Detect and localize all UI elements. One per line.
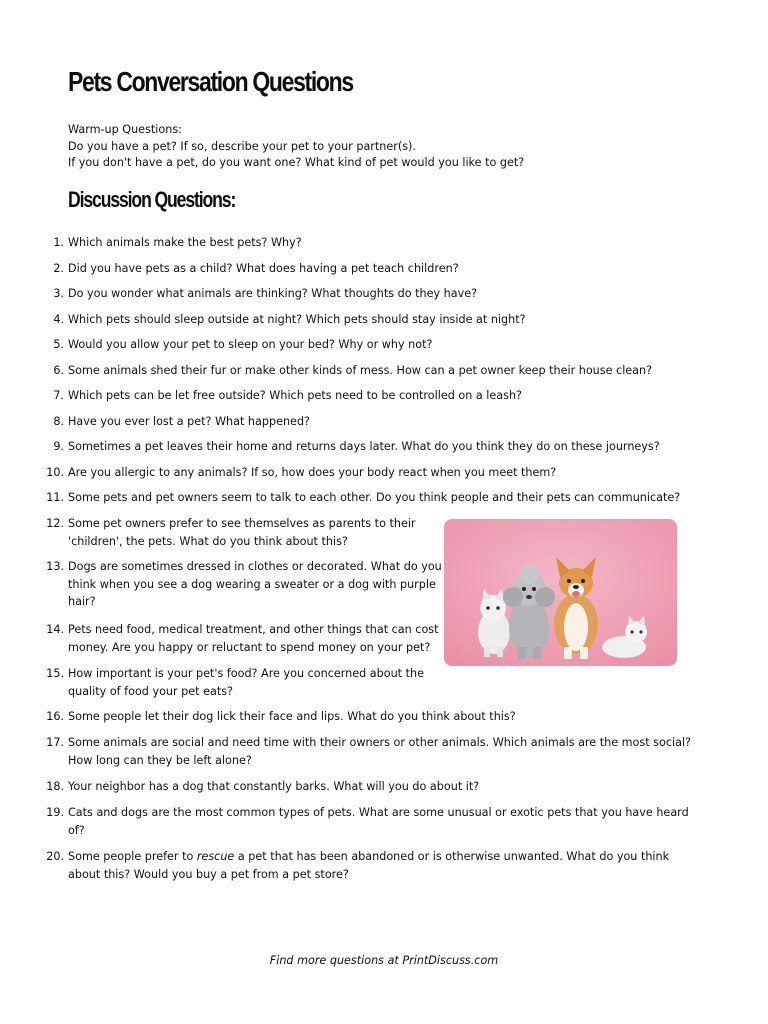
question-item [46,778,480,796]
question-number: 20. [46,850,64,863]
question-text-part: a pet that has been abandoned or is otherwise unwanted. What do you think [234,850,670,863]
question-text: quality of food your pet eats? [68,684,233,698]
question-text: Did you have pets as a child? What does having a pet teach children? [68,262,459,275]
warmup-heading: Warm-up Questions: [68,123,182,136]
question-item [53,311,526,329]
question-number: 14. [46,623,64,636]
question-emphasis: rescue [196,850,235,863]
question-text: 'children', the pets. What do you think about this? [68,534,348,548]
question-text: Which pets should sleep outside at night? Which pets should stay inside at night? [68,313,526,326]
question-text: Some animals shed their fur or make other kinds of mess. How can a pet owner keep their house clean? [68,364,653,377]
question-number: 12. [46,517,64,530]
question-number: 13. [46,560,64,573]
question-number: 11. [46,491,64,504]
question-number: 7. [53,389,64,402]
warmup-line: Do you have a pet? If so, describe your pet to your partner(s). [68,139,416,153]
question-item [46,665,424,700]
question-number: 16. [46,710,64,723]
question-text: Some pets and pet owners seem to talk to each other. Do you think people and their pets can communicate? [68,491,681,504]
question-text: Would you allow your pet to sleep on your bed? Why or why not? [68,338,433,351]
question-text: hair? [68,595,96,608]
question-text: think when you see a dog wearing a sweater or a dog with purple [68,577,436,591]
question-number: 15. [46,667,64,680]
warmup-section [68,122,524,172]
question-text: Some animals are social and need time with their owners or other animals. Which animals are the most social? [68,736,691,749]
question-number: 18. [46,780,64,793]
question-text: money. Are you happy or reluctant to spend money on your pet? [68,640,431,654]
question-item [53,413,310,431]
question-number: 1. [53,236,64,249]
question-item [53,234,302,252]
question-text: of? [68,823,85,837]
question-number: 4. [53,313,64,326]
question-text: Sometimes a pet leaves their home and returns days later. What do you think they do on these journeys? [68,440,660,453]
question-item [53,362,653,380]
question-item [46,489,681,507]
question-text: Cats and dogs are the most common types of pets. What are some unusual or exotic pets that you have heard [68,806,689,819]
question-number: 3. [53,287,64,300]
question-item [46,558,442,611]
question-text: Are you allergic to any animals? If so, how does your body react when you meet them? [68,466,557,479]
question-number: 8. [53,415,64,428]
question-number: 19. [46,806,64,819]
question-text: Which pets can be let free outside? Which pets need to be controlled on a leash? [68,389,522,402]
corgi [554,557,598,659]
question-item [46,708,516,726]
question-text: Pets need food, medical treatment, and other things that can cost [68,623,439,636]
question-text: Your neighbor has a dog that constantly barks. What will you do about it? [68,780,480,793]
warmup-line: If you don't have a pet, do you want one? What kind of pet would you like to get? [68,156,525,169]
question-item [46,515,416,550]
question-text: How long can they be left alone? [68,753,252,767]
page-title: Pets Conversation Questions [68,66,353,97]
question-number: 6. [53,364,64,377]
question-text: Some people let their dog lick their face and lips. What do you think about this? [68,710,516,723]
question-item [53,336,433,354]
question-item [53,387,522,405]
pets-photo [444,519,677,666]
question-number: 9. [53,440,64,453]
footer-credit: Find more questions at PrintDiscuss.com [269,954,499,967]
question-number: 17. [46,736,64,749]
discussion-heading: Discussion Questions: [68,187,236,212]
question-text: about this? Would you buy a pet from a pet store? [68,867,349,881]
question-number: 2. [53,262,64,275]
question-item [46,734,691,769]
question-item [46,621,439,656]
question-item [46,848,670,883]
question-item [53,285,478,303]
question-text-part: Some people prefer to [68,850,197,863]
question-item [53,260,459,278]
question-text: Do you wonder what animals are thinking? What thoughts do they have? [68,287,478,300]
question-text: Which animals make the best pets? Why? [68,236,302,249]
question-text: Some pet owners prefer to see themselves as parents to their [68,517,416,530]
question-item [53,438,660,456]
question-item [46,804,689,839]
question-text: Dogs are sometimes dressed in clothes or decorated. What do you [68,560,442,573]
question-item [46,464,557,482]
pets-illustration [444,519,677,666]
question-text: How important is your pet's food? Are you concerned about the [68,667,424,680]
question-text [68,848,669,866]
question-number: 10. [46,466,64,479]
question-text: Have you ever lost a pet? What happened? [68,415,310,428]
question-number: 5. [53,338,64,351]
